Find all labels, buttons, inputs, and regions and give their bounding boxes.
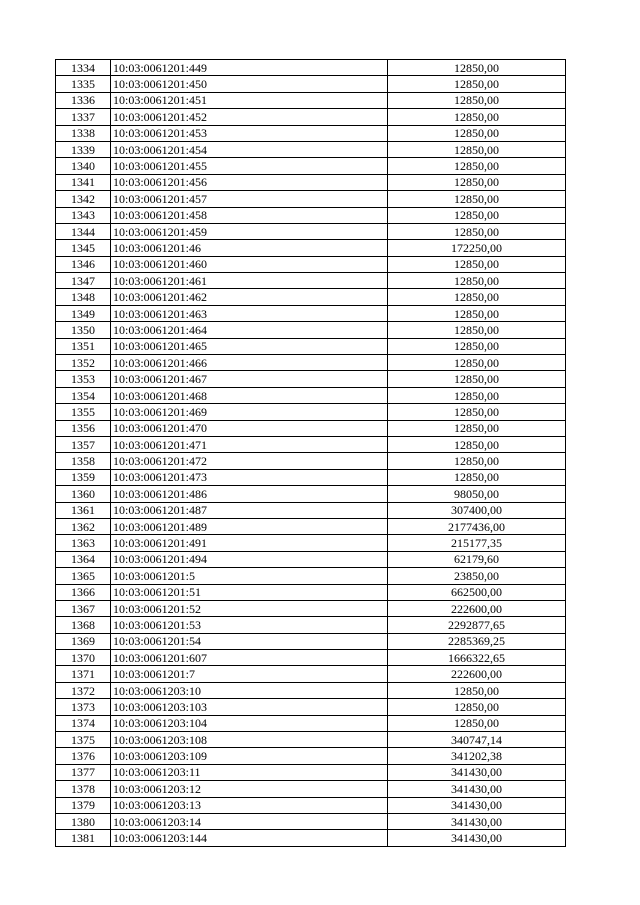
table-row	[56, 371, 566, 387]
cadastral-number-cell: 10:03:0061203:11	[111, 764, 388, 780]
table-row	[56, 387, 566, 403]
row-number-cell: 1363	[56, 535, 111, 551]
value-cell: 12850,00	[388, 92, 566, 108]
value-cell: 12850,00	[388, 141, 566, 157]
table-row	[56, 76, 566, 92]
table-row	[56, 502, 566, 518]
value-cell: 12850,00	[388, 174, 566, 190]
value-cell: 23850,00	[388, 568, 566, 584]
cadastral-number-cell: 10:03:0061203:104	[111, 715, 388, 731]
value-cell: 341202,38	[388, 748, 566, 764]
value-cell: 12850,00	[388, 436, 566, 452]
cadastral-number-cell: 10:03:0061201:465	[111, 338, 388, 354]
cadastral-number-cell: 10:03:0061203:13	[111, 797, 388, 813]
table-row	[56, 158, 566, 174]
table-row	[56, 764, 566, 780]
cadastral-number-cell: 10:03:0061201:46	[111, 240, 388, 256]
row-number-cell: 1337	[56, 109, 111, 125]
table-row	[56, 289, 566, 305]
row-number-cell: 1372	[56, 682, 111, 698]
row-number-cell: 1343	[56, 207, 111, 223]
cadastral-number-cell: 10:03:0061201:469	[111, 404, 388, 420]
value-cell: 12850,00	[388, 273, 566, 289]
table-row	[56, 486, 566, 502]
row-number-cell: 1360	[56, 486, 111, 502]
row-number-cell: 1370	[56, 650, 111, 666]
table-row	[56, 699, 566, 715]
row-number-cell: 1340	[56, 158, 111, 174]
table-row	[56, 781, 566, 797]
table-row	[56, 420, 566, 436]
value-cell: 12850,00	[388, 76, 566, 92]
row-number-cell: 1345	[56, 240, 111, 256]
value-cell: 12850,00	[388, 387, 566, 403]
cadastral-value-table	[55, 59, 566, 847]
cadastral-number-cell: 10:03:0061201:470	[111, 420, 388, 436]
row-number-cell: 1334	[56, 60, 111, 76]
cadastral-number-cell: 10:03:0061203:108	[111, 732, 388, 748]
table-row	[56, 469, 566, 485]
row-number-cell: 1353	[56, 371, 111, 387]
cadastral-number-cell: 10:03:0061201:468	[111, 387, 388, 403]
value-cell: 2177436,00	[388, 518, 566, 534]
table-row	[56, 830, 566, 846]
cadastral-number-cell: 10:03:0061201:54	[111, 633, 388, 649]
cadastral-number-cell: 10:03:0061201:494	[111, 551, 388, 567]
cadastral-number-cell: 10:03:0061201:489	[111, 518, 388, 534]
table-row	[56, 109, 566, 125]
table-row	[56, 748, 566, 764]
row-number-cell: 1377	[56, 764, 111, 780]
cadastral-number-cell: 10:03:0061201:52	[111, 600, 388, 616]
value-cell: 2292877,65	[388, 617, 566, 633]
value-cell: 98050,00	[388, 486, 566, 502]
cadastral-number-cell: 10:03:0061201:472	[111, 453, 388, 469]
table-row	[56, 125, 566, 141]
cadastral-number-cell: 10:03:0061201:5	[111, 568, 388, 584]
value-cell: 12850,00	[388, 322, 566, 338]
row-number-cell: 1367	[56, 600, 111, 616]
value-cell: 341430,00	[388, 781, 566, 797]
table-row	[56, 568, 566, 584]
value-cell: 12850,00	[388, 191, 566, 207]
row-number-cell: 1374	[56, 715, 111, 731]
value-cell: 307400,00	[388, 502, 566, 518]
table-row	[56, 633, 566, 649]
row-number-cell: 1376	[56, 748, 111, 764]
value-cell: 12850,00	[388, 404, 566, 420]
row-number-cell: 1350	[56, 322, 111, 338]
row-number-cell: 1368	[56, 617, 111, 633]
table-body	[56, 60, 566, 847]
cadastral-number-cell: 10:03:0061201:453	[111, 125, 388, 141]
table-row	[56, 305, 566, 321]
value-cell: 12850,00	[388, 207, 566, 223]
value-cell: 172250,00	[388, 240, 566, 256]
table-row	[56, 60, 566, 76]
table-row	[56, 650, 566, 666]
table-row	[56, 813, 566, 829]
table-row	[56, 404, 566, 420]
cadastral-number-cell: 10:03:0061203:12	[111, 781, 388, 797]
row-number-cell: 1341	[56, 174, 111, 190]
value-cell: 12850,00	[388, 289, 566, 305]
cadastral-number-cell: 10:03:0061201:460	[111, 256, 388, 272]
table-row	[56, 174, 566, 190]
value-cell: 12850,00	[388, 355, 566, 371]
value-cell: 12850,00	[388, 371, 566, 387]
table-row	[56, 223, 566, 239]
row-number-cell: 1336	[56, 92, 111, 108]
table-row	[56, 92, 566, 108]
table-row	[56, 732, 566, 748]
row-number-cell: 1354	[56, 387, 111, 403]
table-row	[56, 240, 566, 256]
value-cell: 12850,00	[388, 338, 566, 354]
cadastral-number-cell: 10:03:0061201:471	[111, 436, 388, 452]
value-cell: 12850,00	[388, 305, 566, 321]
table-row	[56, 584, 566, 600]
row-number-cell: 1335	[56, 76, 111, 92]
cadastral-number-cell: 10:03:0061201:53	[111, 617, 388, 633]
row-number-cell: 1357	[56, 436, 111, 452]
row-number-cell: 1371	[56, 666, 111, 682]
row-number-cell: 1347	[56, 273, 111, 289]
row-number-cell: 1352	[56, 355, 111, 371]
value-cell: 341430,00	[388, 813, 566, 829]
value-cell: 12850,00	[388, 699, 566, 715]
cadastral-number-cell: 10:03:0061201:451	[111, 92, 388, 108]
row-number-cell: 1378	[56, 781, 111, 797]
value-cell: 12850,00	[388, 715, 566, 731]
row-number-cell: 1342	[56, 191, 111, 207]
value-cell: 341430,00	[388, 797, 566, 813]
value-cell: 62179,60	[388, 551, 566, 567]
row-number-cell: 1381	[56, 830, 111, 846]
value-cell: 340747,14	[388, 732, 566, 748]
row-number-cell: 1355	[56, 404, 111, 420]
value-cell: 2285369,25	[388, 633, 566, 649]
value-cell: 12850,00	[388, 223, 566, 239]
table-row	[56, 191, 566, 207]
table-row	[56, 617, 566, 633]
row-number-cell: 1366	[56, 584, 111, 600]
row-number-cell: 1359	[56, 469, 111, 485]
row-number-cell: 1349	[56, 305, 111, 321]
table-row	[56, 355, 566, 371]
value-cell: 12850,00	[388, 158, 566, 174]
cadastral-number-cell: 10:03:0061201:487	[111, 502, 388, 518]
table-row	[56, 273, 566, 289]
cadastral-number-cell: 10:03:0061201:473	[111, 469, 388, 485]
cadastral-number-cell: 10:03:0061201:51	[111, 584, 388, 600]
row-number-cell: 1362	[56, 518, 111, 534]
cadastral-number-cell: 10:03:0061201:455	[111, 158, 388, 174]
table-row	[56, 207, 566, 223]
cadastral-number-cell: 10:03:0061203:109	[111, 748, 388, 764]
cadastral-number-cell: 10:03:0061201:466	[111, 355, 388, 371]
cadastral-number-cell: 10:03:0061201:464	[111, 322, 388, 338]
table-row	[56, 600, 566, 616]
row-number-cell: 1380	[56, 813, 111, 829]
cadastral-number-cell: 10:03:0061201:454	[111, 141, 388, 157]
table-row	[56, 256, 566, 272]
row-number-cell: 1356	[56, 420, 111, 436]
table-row	[56, 535, 566, 551]
cadastral-number-cell: 10:03:0061201:461	[111, 273, 388, 289]
value-cell: 341430,00	[388, 830, 566, 846]
cadastral-number-cell: 10:03:0061201:458	[111, 207, 388, 223]
value-cell: 12850,00	[388, 60, 566, 76]
row-number-cell: 1344	[56, 223, 111, 239]
table-row	[56, 797, 566, 813]
value-cell: 12850,00	[388, 256, 566, 272]
cadastral-number-cell: 10:03:0061201:486	[111, 486, 388, 502]
cadastral-number-cell: 10:03:0061203:14	[111, 813, 388, 829]
cadastral-number-cell: 10:03:0061203:10	[111, 682, 388, 698]
cadastral-number-cell: 10:03:0061201:7	[111, 666, 388, 682]
row-number-cell: 1346	[56, 256, 111, 272]
value-cell: 12850,00	[388, 109, 566, 125]
row-number-cell: 1373	[56, 699, 111, 715]
row-number-cell: 1348	[56, 289, 111, 305]
cadastral-number-cell: 10:03:0061201:462	[111, 289, 388, 305]
table-row	[56, 453, 566, 469]
value-cell: 12850,00	[388, 420, 566, 436]
table-row	[56, 682, 566, 698]
table-row	[56, 518, 566, 534]
value-cell: 662500,00	[388, 584, 566, 600]
row-number-cell: 1379	[56, 797, 111, 813]
value-cell: 1666322,65	[388, 650, 566, 666]
value-cell: 222600,00	[388, 666, 566, 682]
value-cell: 12850,00	[388, 469, 566, 485]
cadastral-number-cell: 10:03:0061201:449	[111, 60, 388, 76]
value-cell: 12850,00	[388, 125, 566, 141]
cadastral-number-cell: 10:03:0061201:491	[111, 535, 388, 551]
value-cell: 12850,00	[388, 453, 566, 469]
cadastral-number-cell: 10:03:0061203:103	[111, 699, 388, 715]
table-row	[56, 715, 566, 731]
value-cell: 12850,00	[388, 682, 566, 698]
table-row	[56, 436, 566, 452]
row-number-cell: 1364	[56, 551, 111, 567]
row-number-cell: 1361	[56, 502, 111, 518]
cadastral-number-cell: 10:03:0061201:456	[111, 174, 388, 190]
table-row	[56, 551, 566, 567]
value-cell: 222600,00	[388, 600, 566, 616]
row-number-cell: 1339	[56, 141, 111, 157]
table-row	[56, 338, 566, 354]
cadastral-number-cell: 10:03:0061201:467	[111, 371, 388, 387]
row-number-cell: 1351	[56, 338, 111, 354]
cadastral-number-cell: 10:03:0061201:463	[111, 305, 388, 321]
row-number-cell: 1375	[56, 732, 111, 748]
cadastral-number-cell: 10:03:0061201:457	[111, 191, 388, 207]
cadastral-number-cell: 10:03:0061201:450	[111, 76, 388, 92]
row-number-cell: 1365	[56, 568, 111, 584]
row-number-cell: 1369	[56, 633, 111, 649]
value-cell: 215177,35	[388, 535, 566, 551]
table-row	[56, 141, 566, 157]
cadastral-number-cell: 10:03:0061201:607	[111, 650, 388, 666]
cadastral-number-cell: 10:03:0061201:452	[111, 109, 388, 125]
cadastral-number-cell: 10:03:0061203:144	[111, 830, 388, 846]
table-row	[56, 322, 566, 338]
row-number-cell: 1358	[56, 453, 111, 469]
table-row	[56, 666, 566, 682]
value-cell: 341430,00	[388, 764, 566, 780]
cadastral-number-cell: 10:03:0061201:459	[111, 223, 388, 239]
row-number-cell: 1338	[56, 125, 111, 141]
